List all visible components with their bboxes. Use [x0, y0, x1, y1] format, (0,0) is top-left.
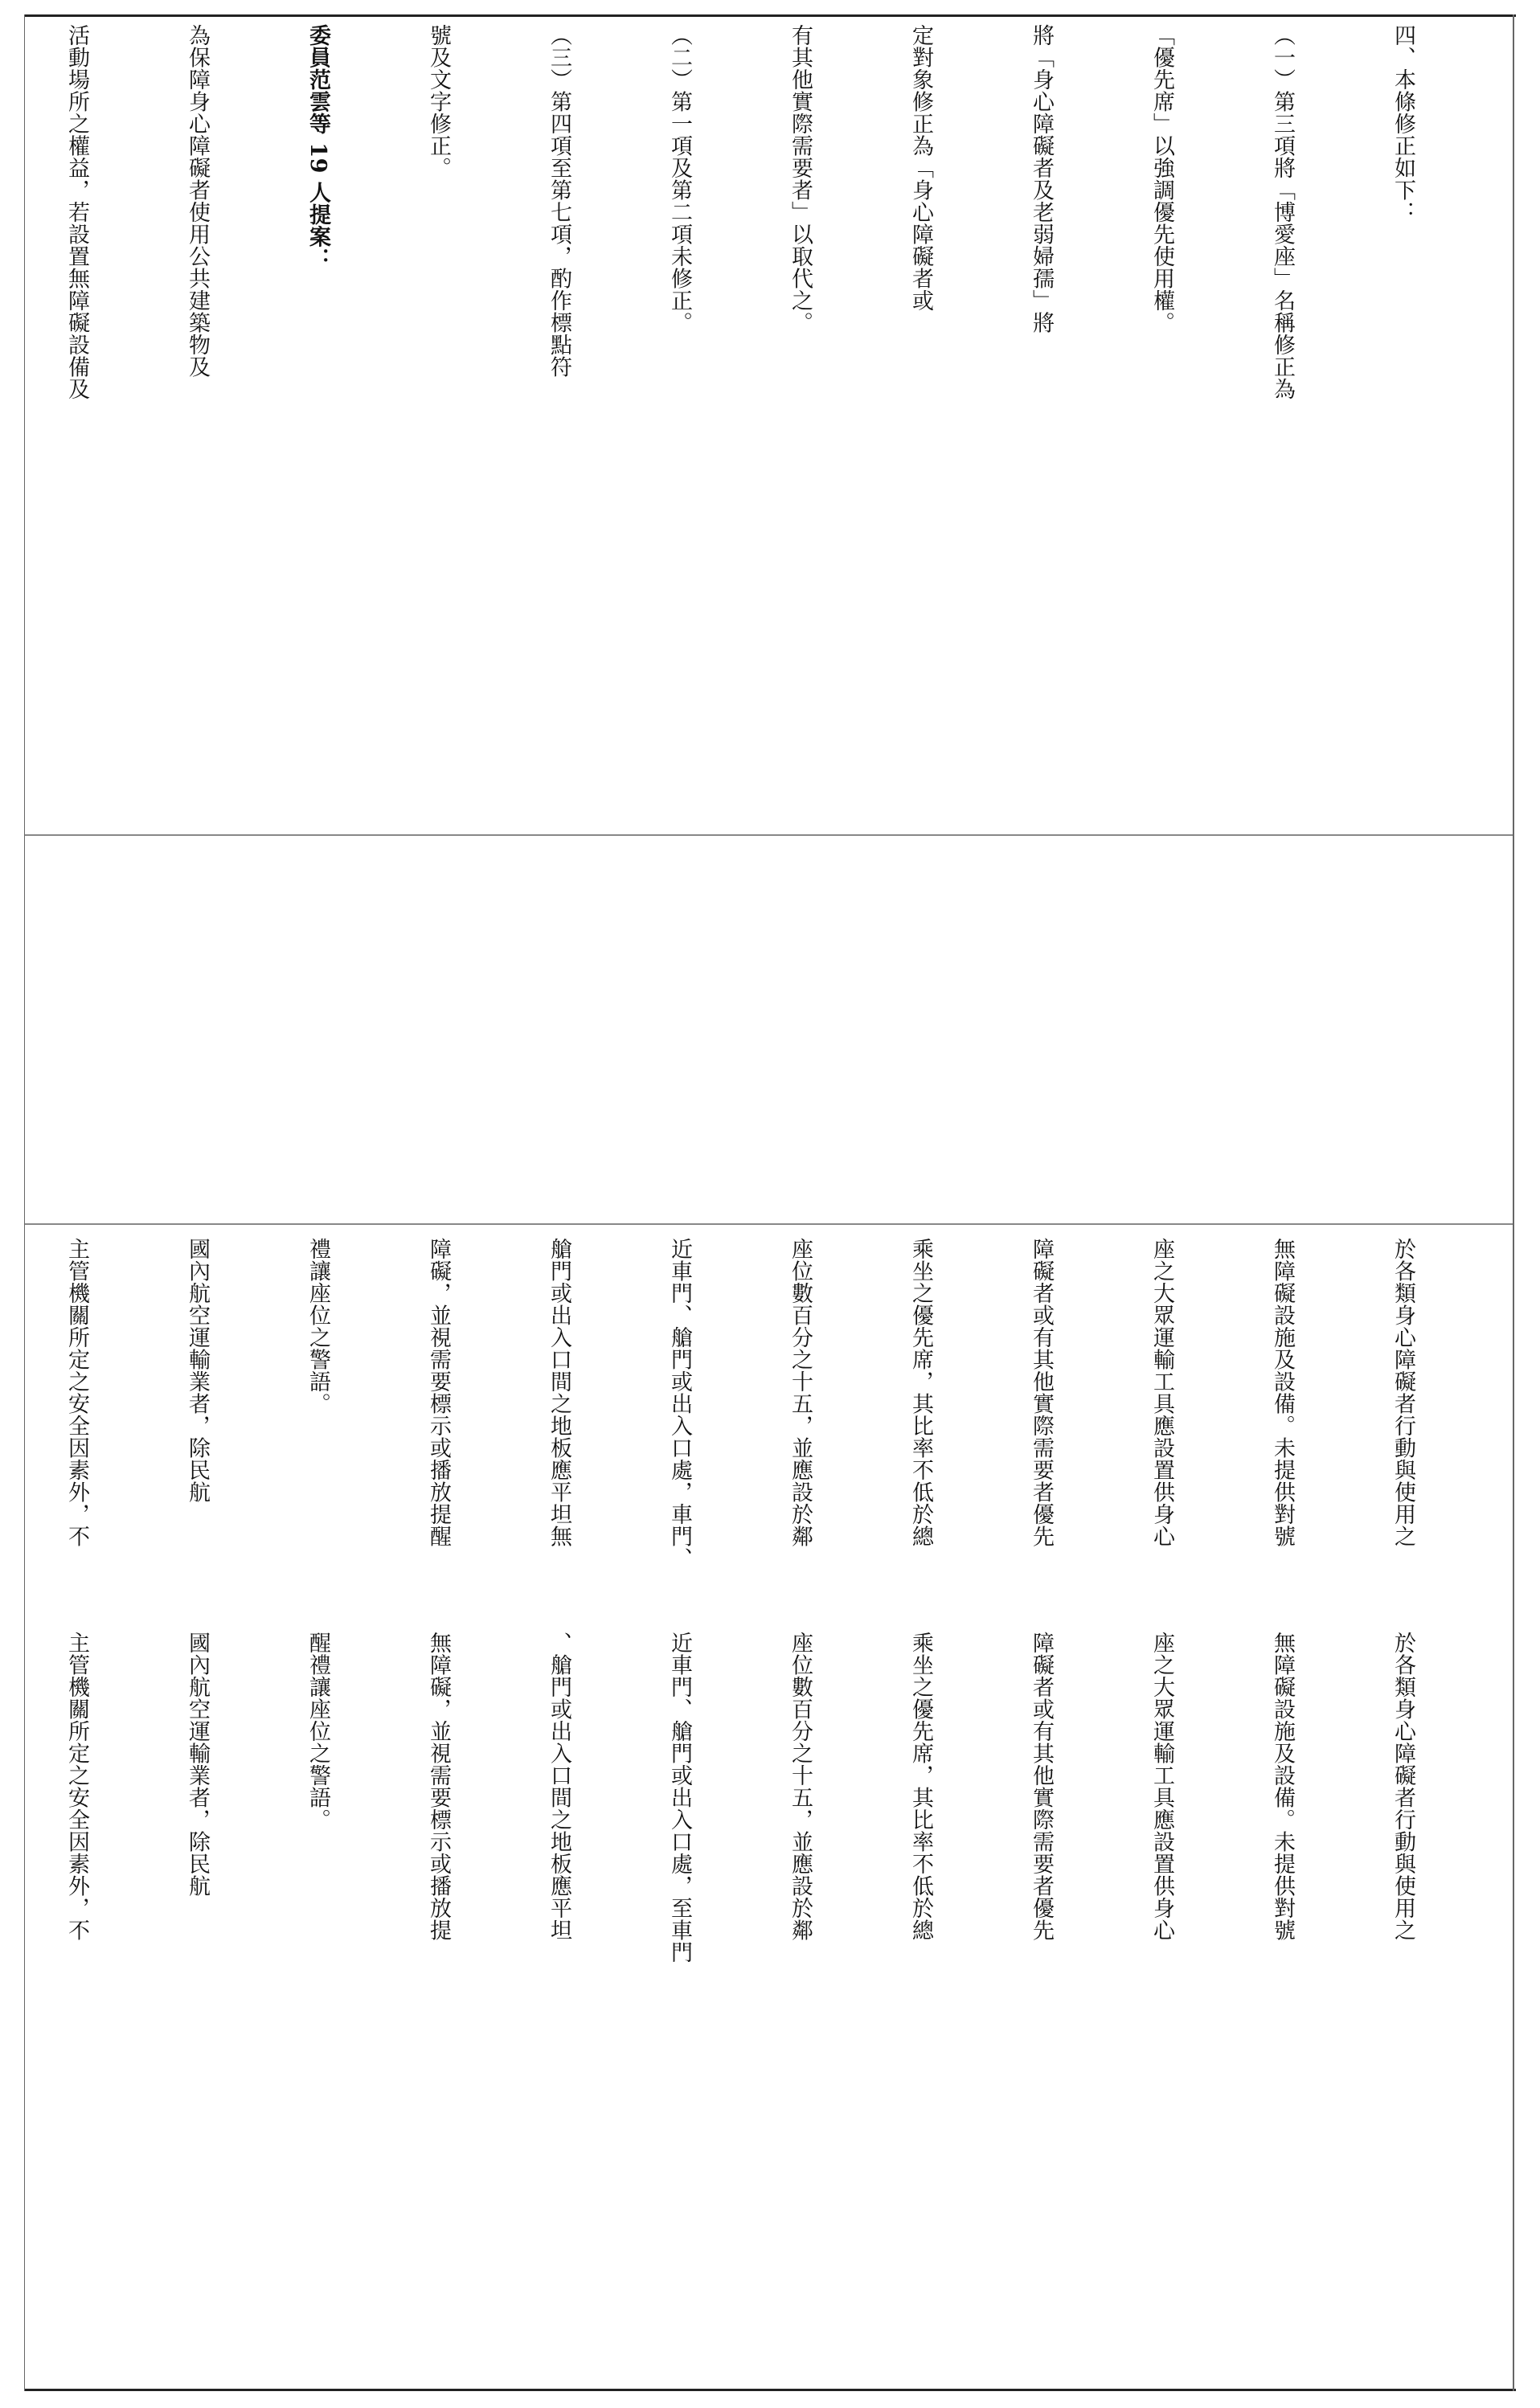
text-line: 主管機關所定之安全因素外，不 [64, 1632, 89, 1941]
lower-left-text-block [24, 1632, 1503, 2050]
text-line: 座位數百分之十五，並應設於鄰 [788, 1238, 813, 1547]
text-line: 艙門或出入口間之地板應平坦無 [547, 1238, 571, 1547]
text-line: 於各類身心障礙者行動與使用之 [1391, 1238, 1415, 1547]
text-line: 醒禮讓座位之警語。 [305, 1632, 330, 1831]
right-column-divider [1513, 14, 1514, 2391]
text-line: 近車門、艙門或出入口處，至車門 [667, 1632, 692, 1964]
top-border [24, 14, 1516, 17]
text-line: 障礙，並視需要標示或播放提醒 [426, 1238, 451, 1547]
text-line: （三）第四項至第七項，酌作標點符 [547, 24, 571, 378]
bottom-border [24, 2389, 1516, 2391]
text-line: 乘坐之優先席，其比率不低於總 [908, 1238, 933, 1547]
text-line: 四、本條修正如下： [1391, 24, 1415, 223]
text-line: 主管機關所定之安全因素外，不 [64, 1238, 89, 1547]
text-line: （二）第一項及第二項未修正。 [667, 24, 692, 334]
text-line: 將「身心障礙者及老弱婦孺」將 [1029, 24, 1054, 334]
section-divider [24, 1223, 1513, 1225]
lower-right-text-block [24, 1238, 1503, 1672]
text-line: 座位數百分之十五，並應設於鄰 [788, 1632, 813, 1941]
text-line: 有其他實際需要者」以取代之。 [788, 24, 813, 334]
text-line: 於各類身心障礙者行動與使用之 [1391, 1632, 1415, 1941]
text-line: 國內航空運輸業者，除民航 [185, 1238, 210, 1503]
text-line: 「優先席」以強調優先使用權。 [1149, 24, 1174, 334]
text-line: 為保障身心障礙者使用公共建築物及 [185, 24, 210, 378]
text-line: 障礙者或有其他實際需要者優先 [1029, 1632, 1054, 1941]
text-line: 乘坐之優先席，其比率不低於總 [908, 1632, 933, 1941]
text-line: 無障礙設施及設備。未提供對號 [1270, 1238, 1295, 1547]
upper-right-text-block [24, 24, 1503, 426]
text-line: 國內航空運輸業者，除民航 [185, 1632, 210, 1897]
text-line: （一）第三項將「博愛座」名稱修正為 [1270, 24, 1295, 400]
text-line: 號及文字修正。 [426, 24, 451, 179]
text-line: 定對象修正為「身心障礙者或 [908, 24, 933, 312]
text-line: 障礙者或有其他實際需要者優先 [1029, 1238, 1054, 1547]
text-line: 無障礙，並視需要標示或播放提 [426, 1632, 451, 1941]
text-line: 座之大眾運輸工具應設置供身心 [1149, 1632, 1174, 1941]
proposal-heading: 委員范雲等 19 人提案： [305, 24, 330, 270]
upper-lower-divider [24, 834, 1513, 836]
text-line: 活動場所之權益，若設置無障礙設備及 [64, 24, 89, 400]
text-line: 無障礙設施及設備。未提供對號 [1270, 1632, 1295, 1941]
text-line: 、艙門或出入口間之地板應平坦 [547, 1632, 571, 1941]
text-line: 禮讓座位之警語。 [305, 1238, 330, 1415]
text-line: 近車門、艙門或出入口處，車門、 [667, 1238, 692, 1570]
text-line: 座之大眾運輸工具應設置供身心 [1149, 1238, 1174, 1547]
